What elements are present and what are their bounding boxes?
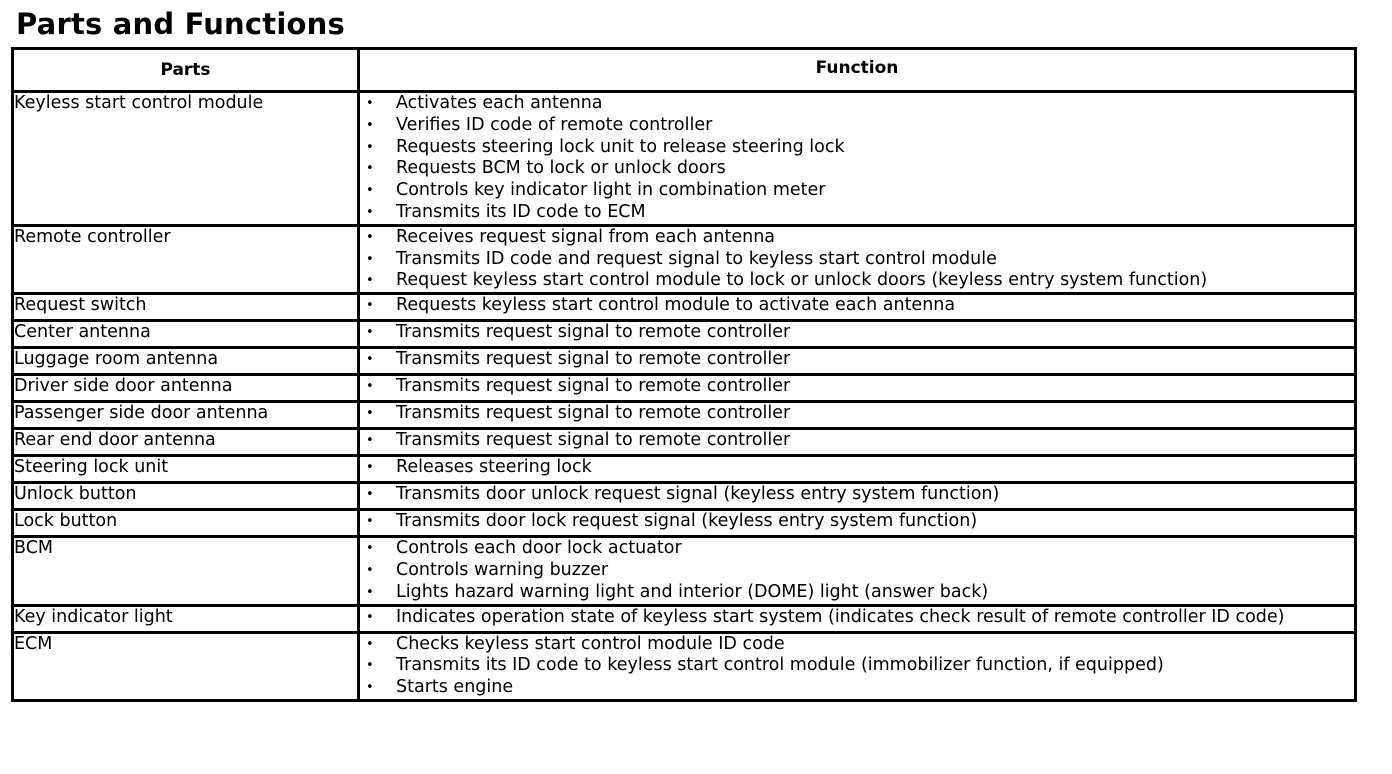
function-text: Requests keyless start control module to activate each antenna: [396, 295, 956, 316]
bullet-icon: •: [366, 251, 374, 267]
function-text: Controls key indicator light in combination meter: [396, 180, 826, 201]
bullet-icon: •: [366, 161, 374, 177]
bullet-icon: •: [366, 433, 374, 449]
function-list-item: [360, 202, 1354, 224]
table-body: [13, 92, 1356, 701]
part-name-cell: Keyless start control module: [13, 92, 359, 226]
function-cell: [359, 348, 1356, 375]
table-header-row: [13, 49, 1356, 92]
function-text: Transmits request signal to remote controller: [396, 322, 791, 343]
function-text: Transmits door unlock request signal (keyless entry system function): [396, 484, 1000, 505]
function-list: [360, 227, 1354, 292]
function-list-item: [360, 295, 1354, 317]
bullet-icon: •: [366, 229, 374, 245]
function-cell: [359, 537, 1356, 605]
function-list-item: [360, 677, 1354, 699]
function-cell: [359, 375, 1356, 402]
bullet-icon: •: [366, 139, 374, 155]
function-list-item: [360, 270, 1354, 292]
bullet-icon: •: [366, 204, 374, 220]
function-list-item: [360, 115, 1354, 137]
function-text: Receives request signal from each antenna: [396, 226, 776, 247]
function-text: Transmits request signal to remote controller: [396, 403, 791, 424]
function-list: [360, 349, 1354, 371]
table-row: [13, 429, 1356, 456]
bullet-icon: •: [366, 96, 374, 111]
bullet-icon: •: [366, 406, 374, 422]
bullet-icon: •: [366, 487, 374, 503]
function-cell: [359, 605, 1356, 632]
function-list-item: [360, 322, 1354, 344]
table-row: [13, 402, 1356, 429]
bullet-icon: •: [366, 460, 374, 476]
function-list-item: [360, 634, 1354, 656]
function-text: Transmits its ID code to keyless start control module (immobilizer function, if equipped): [396, 655, 1164, 676]
table-row: [13, 294, 1356, 321]
bullet-icon: •: [366, 562, 374, 578]
function-text: Transmits request signal to remote controller: [396, 349, 791, 370]
function-list-item: [360, 582, 1354, 604]
function-list-item: [360, 560, 1354, 582]
function-list-item: [360, 376, 1354, 398]
function-list-item: [360, 249, 1354, 271]
function-list: [360, 403, 1354, 425]
function-list: [360, 538, 1354, 603]
part-name-cell: Request switch: [13, 294, 359, 321]
function-text: Transmits request signal to remote controller: [396, 376, 791, 397]
part-name-cell: Unlock button: [13, 483, 359, 510]
function-list-item: [360, 484, 1354, 506]
function-list-item: [360, 430, 1354, 452]
function-text: Controls warning buzzer: [396, 559, 609, 580]
function-text: Verifies ID code of remote controller: [396, 114, 713, 135]
function-list: [360, 93, 1354, 224]
function-text: Transmits request signal to remote controller: [396, 430, 791, 451]
function-text: Lights hazard warning light and interior (DOME) light (answer back): [396, 581, 989, 602]
function-list-item: [360, 227, 1354, 249]
function-text: Requests BCM to lock or unlock doors: [396, 158, 726, 179]
function-list-item: [360, 655, 1354, 677]
part-name-cell: Luggage room antenna: [13, 348, 359, 375]
bullet-icon: •: [366, 514, 374, 530]
bullet-icon: •: [366, 636, 374, 652]
header-function: Function: [359, 49, 1356, 92]
function-list-item: [360, 457, 1354, 479]
function-text: Request keyless start control module to lock or unlock doors (keyless entry system function): [396, 270, 1208, 291]
function-list: [360, 376, 1354, 398]
function-list-item: [360, 137, 1354, 159]
function-list-item: [360, 403, 1354, 425]
table-row: [13, 510, 1356, 537]
function-text: Indicates operation state of keyless start system (indicates check result of remote controller ID code): [396, 606, 1285, 627]
function-cell: [359, 429, 1356, 456]
part-name-cell: Center antenna: [13, 321, 359, 348]
part-name-cell: ECM: [13, 632, 359, 700]
bullet-icon: •: [366, 584, 374, 600]
function-cell: [359, 294, 1356, 321]
table-row: [13, 321, 1356, 348]
function-list-item: [360, 349, 1354, 371]
function-list-item: [360, 158, 1354, 180]
bullet-icon: •: [366, 658, 374, 674]
table-row: [13, 375, 1356, 402]
function-list: [360, 457, 1354, 479]
function-text: Controls each door lock actuator: [396, 538, 682, 559]
bullet-icon: •: [366, 609, 374, 625]
function-text: Starts engine: [396, 677, 514, 698]
header-parts: Parts: [13, 49, 359, 92]
table-row: [13, 537, 1356, 605]
function-list: [360, 322, 1354, 344]
part-name-cell: Rear end door antenna: [13, 429, 359, 456]
function-cell: [359, 510, 1356, 537]
part-name-cell: Steering lock unit: [13, 456, 359, 483]
bullet-icon: •: [366, 541, 374, 557]
function-text: Activates each antenna: [396, 93, 603, 113]
function-cell: [359, 225, 1356, 293]
function-text: Transmits door lock request signal (keyless entry system function): [396, 511, 978, 532]
bullet-icon: •: [366, 352, 374, 368]
table-row: [13, 632, 1356, 700]
function-cell: [359, 632, 1356, 700]
function-cell: [359, 456, 1356, 483]
part-name-cell: BCM: [13, 537, 359, 605]
table-row: [13, 483, 1356, 510]
bullet-icon: •: [366, 325, 374, 341]
part-name-cell: Driver side door antenna: [13, 375, 359, 402]
function-list: [360, 634, 1354, 699]
table-row: [13, 605, 1356, 632]
page-title: Parts and Functions: [16, 7, 345, 41]
function-text: Transmits its ID code to ECM: [396, 201, 646, 222]
part-name-cell: Key indicator light: [13, 605, 359, 632]
function-list-item: [360, 538, 1354, 560]
function-text: Releases steering lock: [396, 457, 592, 478]
part-name-cell: Passenger side door antenna: [13, 402, 359, 429]
function-list: [360, 295, 1354, 317]
table-row: [13, 348, 1356, 375]
function-cell: [359, 483, 1356, 510]
bullet-icon: •: [366, 183, 374, 199]
function-list: [360, 430, 1354, 452]
function-text: Transmits ID code and request signal to keyless start control module: [396, 248, 997, 269]
part-name-cell: Remote controller: [13, 225, 359, 293]
bullet-icon: •: [366, 379, 374, 395]
function-list: [360, 511, 1354, 533]
bullet-icon: •: [366, 680, 374, 696]
table-row: [13, 92, 1356, 226]
function-cell: [359, 402, 1356, 429]
part-name-cell: Lock button: [13, 510, 359, 537]
function-text: Requests steering lock unit to release steering lock: [396, 136, 845, 157]
function-list-item: [360, 93, 1354, 115]
function-cell: [359, 321, 1356, 348]
function-cell: [359, 92, 1356, 226]
bullet-icon: •: [366, 273, 374, 289]
parts-functions-table: [11, 47, 1357, 702]
table-row: [13, 456, 1356, 483]
function-list-item: [360, 607, 1354, 629]
table-row: [13, 225, 1356, 293]
bullet-icon: •: [366, 298, 374, 314]
function-text: Checks keyless start control module ID code: [396, 633, 785, 654]
function-list: [360, 607, 1354, 629]
function-list-item: [360, 511, 1354, 533]
function-list-item: [360, 180, 1354, 202]
bullet-icon: •: [366, 117, 374, 133]
function-list: [360, 484, 1354, 506]
